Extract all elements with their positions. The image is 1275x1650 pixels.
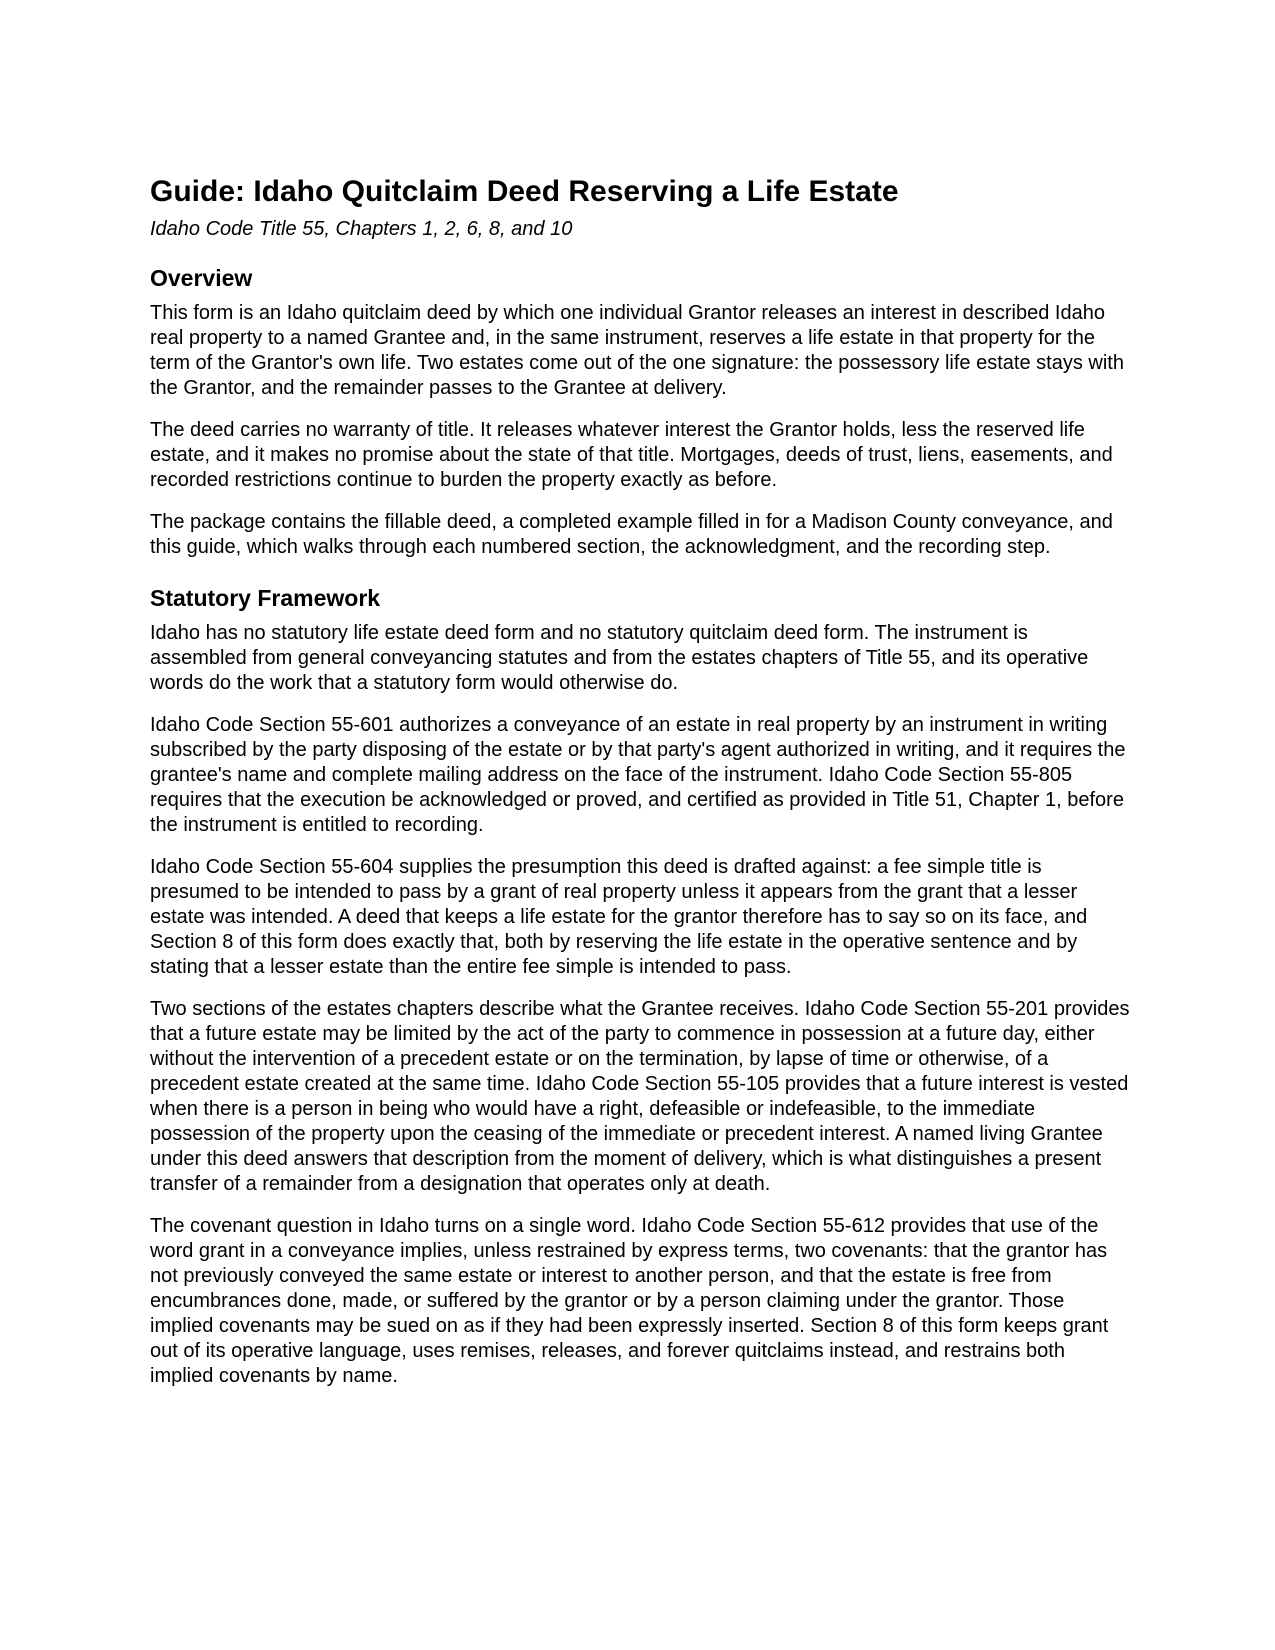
paragraph: Idaho Code Section 55-601 authorizes a conveyance of an estate in real property by an instrument in writing subscribed by the party disposing of the estate or by that party's agent authorized in writing, and it requires the grantee's name and complete mailing address on the face of the instrument. Idaho Code Section 55-805 requires that the execution be acknowledged or proved, and certified as provided in Title 51, Chapter 1, before the instrument is entitled to recording. [150,714,1126,836]
section-statutory-framework [150,584,1130,1389]
section-heading: Statutory Framework [150,585,381,611]
paragraph: Idaho has no statutory life estate deed form and no statutory quitclaim deed form. The instrument is assembled from general conveyancing statutes and from the estates chapters of Title 55, and its operative words do the work that a statutory form would otherwise do. [150,622,1089,694]
document-subtitle: Idaho Code Title 55, Chapters 1, 2, 6, 8, and 10 [150,218,573,240]
paragraph: This form is an Idaho quitclaim deed by which one individual Grantor releases an interest in described Idaho real property to a named Grantee and, in the same instrument, reserves a life estate in that property for the term of the Grantor's own life. Two estates come out of the one signature: the possessory life estate stays with the Grantor, and the remainder passes to the Grantee at delivery. [150,302,1124,399]
section-heading: Overview [150,265,253,291]
section-overview [150,264,1130,560]
paragraph: The deed carries no warranty of title. It releases whatever interest the Grantor holds, less the reserved life estate, and it makes no promise about the state of that title. Mortgages, deeds of trust, liens, easements, and recorded restrictions continue to burden the property exactly as before. [150,419,1113,491]
paragraph: The package contains the fillable deed, a completed example filled in for a Madison County conveyance, and this guide, which walks through each numbered section, the acknowledgment, and the recording step. [150,511,1113,558]
paragraph: The covenant question in Idaho turns on a single word. Idaho Code Section 55-612 provides that use of the word grant in a conveyance implies, unless restrained by express terms, two covenants: that the grantor has not previously conveyed the same estate or interest to another person, and that the estate is free from encumbrances done, made, or suffered by the grantor or by a person claiming under the grantor. Those implied covenants may be sued on as if they had been expressly inserted. Section 8 of this form keeps grant out of its operative language, uses remises, releases, and forever quitclaims instead, and restrains both implied covenants by name. [150,1215,1109,1387]
document-title: Guide: Idaho Quitclaim Deed Reserving a Life Estate [150,175,899,208]
document-page [150,173,1130,1389]
paragraph: Two sections of the estates chapters describe what the Grantee receives. Idaho Code Section 55-201 provides that a future estate may be limited by the act of the party to commence in possession at a future day, either without the intervention of a precedent estate or on the termination, by lapse of time or otherwise, of a precedent estate created at the same time. Idaho Code Section 55-105 provides that a future interest is vested when there is a person in being who would have a right, defeasible or indefeasible, to the immediate possession of the property upon the ceasing of the immediate or precedent interest. A named living Grantee under this deed answers that description from the moment of delivery, which is what distinguishes a present transfer of a remainder from a designation that operates only at death. [150,998,1130,1195]
paragraph: Idaho Code Section 55-604 supplies the presumption this deed is drafted against: a fee simple title is presumed to be intended to pass by a grant of real property unless it appears from the grant that a lesser estate was intended. A deed that keeps a life estate for the grantor therefore has to say so on its face, and Section 8 of this form does exactly that, both by reserving the life estate in the operative sentence and by stating that a lesser estate than the entire fee simple is intended to pass. [150,856,1088,978]
